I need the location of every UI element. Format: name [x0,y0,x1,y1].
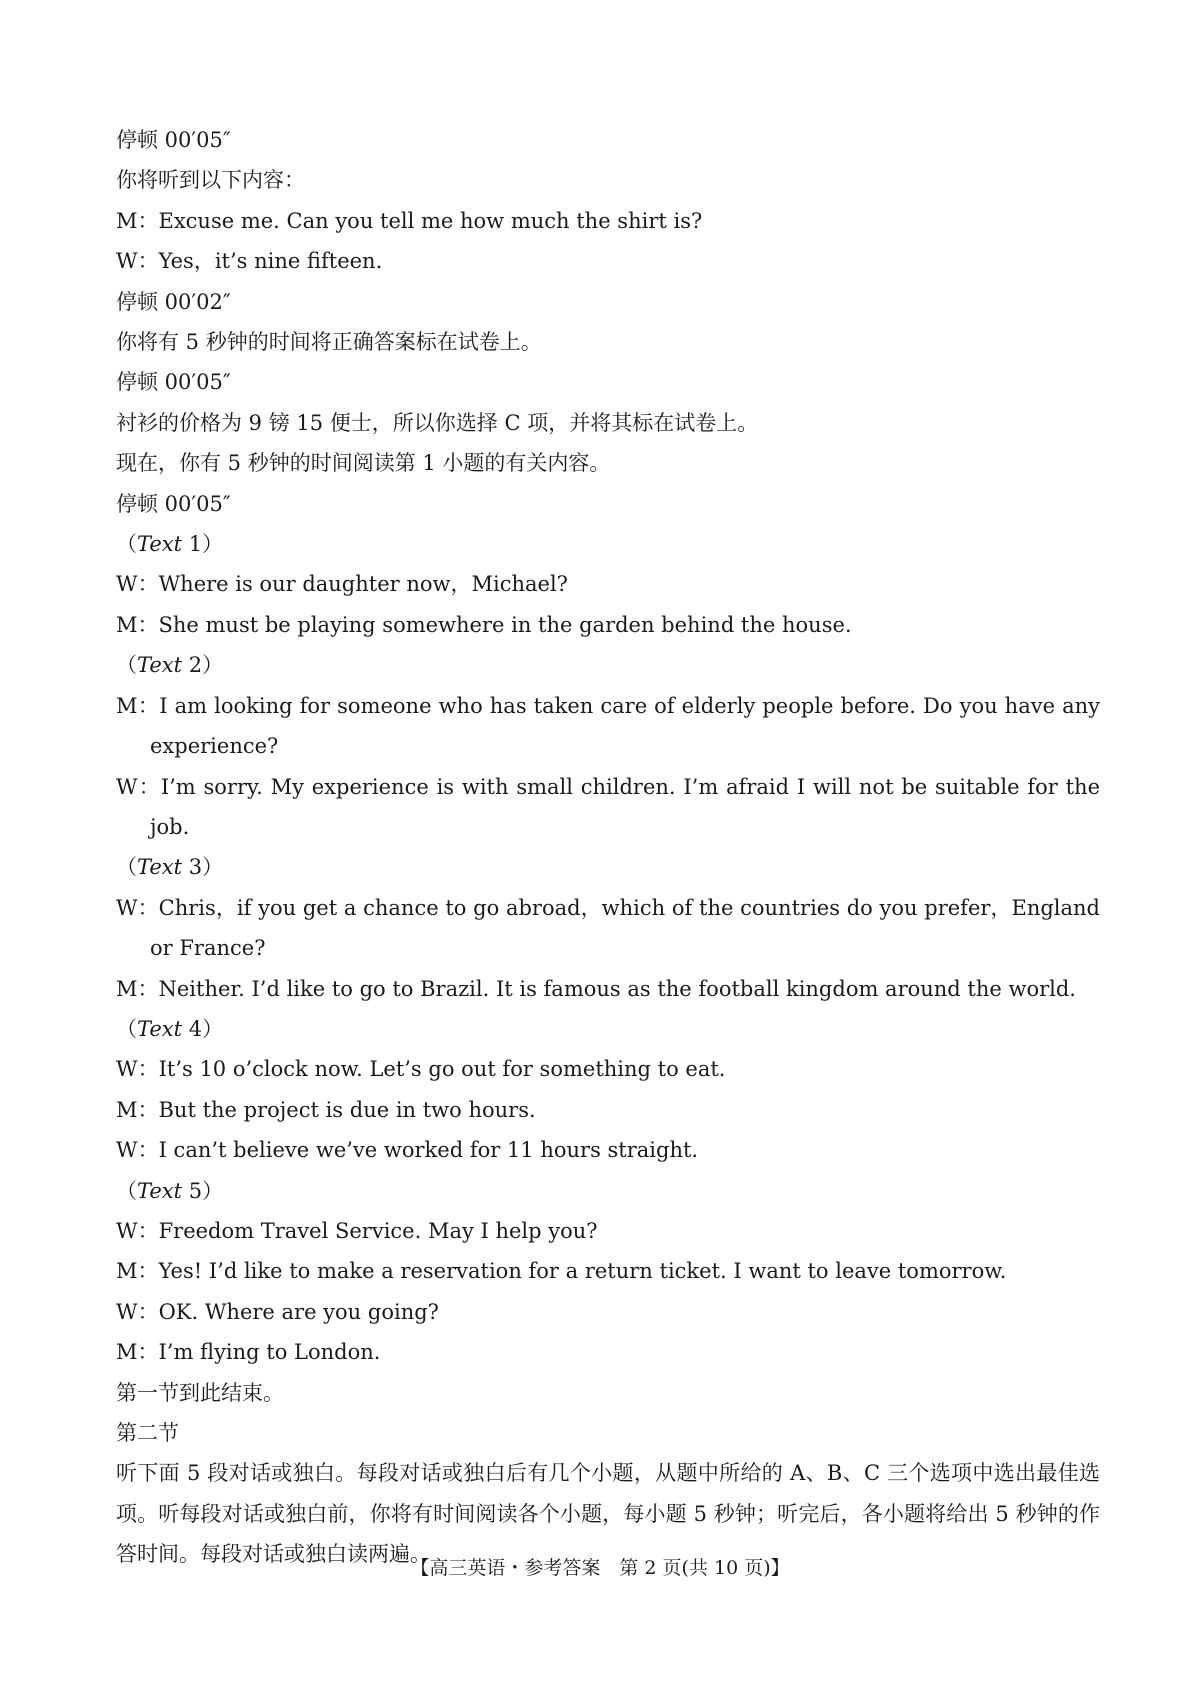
document-body [116,120,1100,1575]
dialog-line: W：I’m sorry. My experience is with small children. I’m afraid I will not be suitable for the job. [116,774,1100,839]
text-label-2: （Text 2） [116,653,224,678]
dialog-line: W：Yes，it’s nine fifteen. [116,249,383,274]
pause-line: 停顿 00′05″ [116,491,231,516]
page-footer: 【高三英语・参考答案 第 2 页(共 10 页)】 [410,1557,790,1579]
section-end: 第一节到此结束。 [116,1380,284,1405]
instruction-line: 现在，你有 5 秒钟的时间阅读第 1 小题的有关内容。 [116,451,611,476]
text-label-1: （Text 1） [116,532,224,557]
instruction-line: 你将有 5 秒钟的时间将正确答案标在试卷上。 [116,330,542,355]
section-instructions: 听下面 5 段对话或独白。每段对话或独白后有几个小题，从题中所给的 A、B、C 三个选项中选出最佳选项。听每段对话或独白前，你将有时间阅读各个小题，每小题 5 秒钟；听完后，各小题将给出 5 秒钟的作答时间。每段对话或独白读两遍。 [116,1461,1100,1567]
pause-line: 停顿 00′05″ [116,370,231,395]
dialog-line: W：Where is our daughter now，Michael? [116,572,568,597]
pause-line: 停顿 00′05″ [116,128,231,152]
dialog-line: M：I am looking for someone who has taken care of elderly people before. Do you have any experience? [116,693,1100,759]
dialog-line: W：I can’t believe we’ve worked for 11 hours straight. [116,1138,699,1163]
text-label-5: （Text 5） [116,1178,224,1203]
dialog-line: M：Neither. I’d like to go to Brazil. It is famous as the football kingdom around the world. [116,976,1076,1001]
dialog-line: W：OK. Where are you going? [116,1299,439,1324]
dialog-line: M：Yes! I’d like to make a reservation for a return ticket. I want to leave tomorrow. [116,1259,1007,1284]
dialog-line: W：Chris，if you get a chance to go abroad，which of the countries do you prefer，England or France? [116,895,1100,961]
instruction-line: 你将听到以下内容： [116,168,305,193]
dialog-line: M：She must be playing somewhere in the garden behind the house. [116,612,852,637]
dialog-line: W：It’s 10 o’clock now. Let’s go out for something to eat. [116,1057,726,1082]
section-heading: 第二节 [116,1421,179,1445]
explanation-line: 衬衫的价格为 9 镑 15 便士，所以你选择 C 项，并将其标在试卷上。 [116,410,759,435]
text-label-4: （Text 4） [116,1016,224,1041]
dialog-line: M：I’m flying to London. [116,1340,381,1365]
text-label-3: （Text 3） [116,855,224,880]
dialog-line: W：Freedom Travel Service. May I help you? [116,1218,598,1243]
dialog-line: M：Excuse me. Can you tell me how much the shirt is? [116,208,703,233]
pause-line: 停顿 00′02″ [116,289,231,314]
dialog-line: M：But the project is due in two hours. [116,1097,536,1122]
